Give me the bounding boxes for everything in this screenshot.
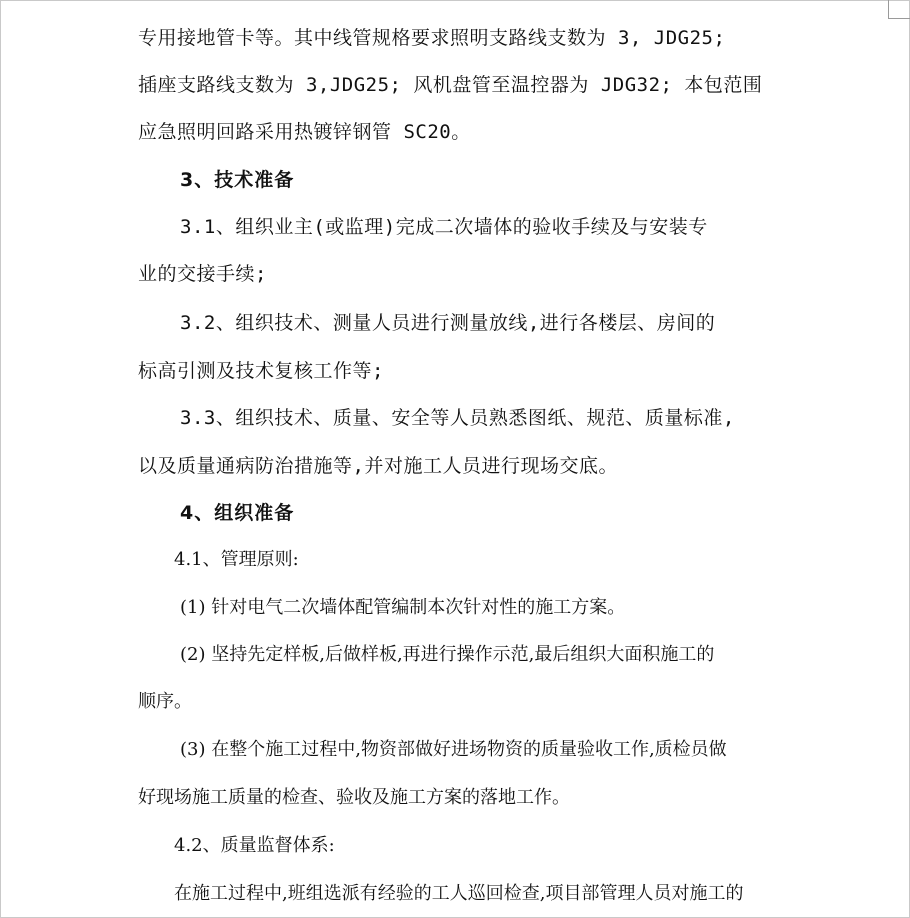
paragraph-line: 应急照明回路采用热镀锌钢管 SC20。 bbox=[138, 121, 471, 143]
paragraph-line: (3) 在整个施工过程中,物资部做好进场物资的质量验收工作,质检员做 bbox=[180, 739, 727, 760]
page-corner-mark bbox=[888, 0, 889, 18]
paragraph-line: 在施工过程中,班组选派有经验的工人巡回检查,项目部管理人员对施工的 bbox=[174, 883, 744, 904]
paragraph-line: 以及质量通病防治措施等,并对施工人员进行现场交底。 bbox=[138, 455, 618, 477]
subsection-heading-4-1: 4.1、管理原则: bbox=[174, 549, 299, 570]
paragraph-line: 3.3、组织技术、质量、安全等人员熟悉图纸、规范、质量标准, bbox=[180, 407, 735, 429]
section-heading-4: 4、组织准备 bbox=[180, 502, 295, 524]
paragraph-line: (1) 针对电气二次墙体配管编制本次针对性的施工方案。 bbox=[180, 597, 626, 618]
paragraph-line: 标高引测及技术复核工作等; bbox=[138, 360, 384, 382]
paragraph-line: 顺序。 bbox=[138, 691, 192, 712]
paragraph-line: 业的交接手续; bbox=[138, 263, 267, 285]
paragraph-line: 3.2、组织技术、测量人员进行测量放线,进行各楼层、房间的 bbox=[180, 312, 716, 334]
paragraph-line: 插座支路线支数为 3,JDG25; 风机盘管至温控器为 JDG32; 本包范围 bbox=[138, 74, 763, 96]
section-heading-3: 3、技术准备 bbox=[180, 169, 295, 191]
paragraph-line: 专用接地管卡等。其中线管规格要求照明支路线支数为 3, JDG25; bbox=[138, 27, 726, 49]
paragraph-line: 3.1、组织业主(或监理)完成二次墙体的验收手续及与安装专 bbox=[180, 216, 708, 238]
paragraph-line: 好现场施工质量的检查、验收及施工方案的落地工作。 bbox=[138, 787, 570, 808]
paragraph-line: (2) 坚持先定样板,后做样板,再进行操作示范,最后组织大面积施工的 bbox=[180, 644, 715, 665]
page-corner-mark-horizontal bbox=[888, 18, 910, 19]
subsection-heading-4-2: 4.2、质量监督体系: bbox=[174, 835, 335, 856]
